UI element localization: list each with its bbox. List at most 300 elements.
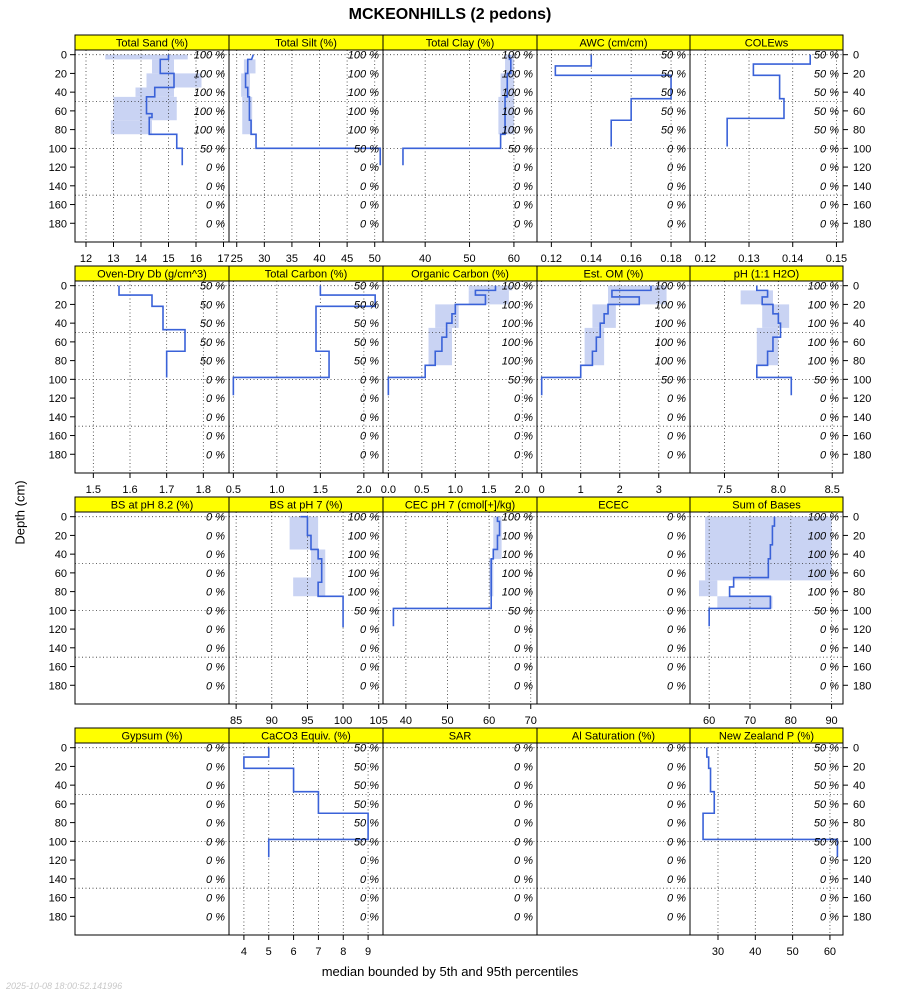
data-coverage-label: 100 % (347, 49, 379, 62)
depth-tick-label: 100 (48, 605, 67, 618)
data-coverage-label: 100 % (501, 567, 533, 580)
data-coverage-label: 0 % (206, 642, 225, 655)
data-coverage-label: 100 % (807, 567, 839, 580)
depth-tick-label: 20 (853, 299, 866, 312)
depth-tick-label: 0 (853, 49, 860, 62)
data-coverage-label: 0 % (514, 218, 533, 231)
data-coverage-label: 50 % (199, 318, 225, 331)
x-tick-label: 13 (107, 253, 120, 265)
percentile-band (699, 580, 717, 596)
data-coverage-label: 0 % (206, 742, 225, 755)
data-coverage-label: 50 % (353, 336, 379, 349)
x-tick-label: 70 (743, 715, 757, 727)
percentile-band (293, 578, 325, 597)
data-coverage-label: 50 % (199, 280, 225, 293)
depth-tick-label: 140 (853, 642, 872, 655)
data-coverage-label: 0 % (514, 836, 533, 849)
data-coverage-label: 100 % (807, 299, 839, 312)
depth-tick-label: 20 (54, 299, 67, 312)
depth-tick-label: 60 (853, 336, 866, 349)
depth-tick-label: 140 (853, 873, 872, 886)
data-coverage-label: 50 % (353, 761, 379, 774)
panel-strip-label: New Zealand P (%) (718, 730, 815, 743)
data-coverage-label: 100 % (807, 549, 839, 562)
x-tick-label: 7.5 (716, 484, 733, 496)
data-coverage-label: 0 % (667, 642, 686, 655)
panel-strip-label: COLEws (744, 37, 789, 50)
x-tick-label: 1.8 (195, 484, 211, 496)
depth-tick-label: 180 (48, 911, 67, 924)
panel-strip-label: Total Carbon (%) (264, 268, 348, 281)
data-coverage-label: 50 % (199, 355, 225, 368)
x-tick-label: 8.0 (770, 484, 787, 496)
data-coverage-label: 0 % (667, 199, 686, 212)
data-coverage-label: 0 % (667, 836, 686, 849)
x-tick-label: 0.5 (225, 484, 241, 496)
x-tick-label: 0.18 (660, 253, 682, 265)
data-coverage-label: 0 % (514, 180, 533, 193)
x-tick-label: 2.0 (514, 484, 530, 496)
data-coverage-label: 0 % (514, 855, 533, 868)
data-coverage-label: 0 % (514, 449, 533, 462)
data-coverage-label: 0 % (514, 761, 533, 774)
x-tick-label: 85 (230, 715, 243, 727)
depth-tick-label: 100 (853, 836, 872, 849)
data-coverage-label: 50 % (660, 105, 686, 118)
data-coverage-label: 0 % (360, 624, 379, 637)
percentile-band (152, 59, 174, 73)
x-tick-label: 15 (162, 253, 175, 265)
depth-tick-label: 120 (853, 162, 872, 175)
data-coverage-label: 100 % (501, 530, 533, 543)
data-coverage-label: 0 % (667, 742, 686, 755)
x-tick-label: 0.12 (694, 253, 717, 265)
data-coverage-label: 100 % (501, 549, 533, 562)
data-coverage-label: 50 % (199, 143, 225, 156)
percentile-band (114, 97, 177, 120)
x-tick-label: 0.14 (580, 253, 602, 265)
data-coverage-label: 0 % (206, 449, 225, 462)
data-coverage-label: 0 % (360, 430, 379, 443)
data-coverage-label: 0 % (206, 798, 225, 811)
data-coverage-label: 0 % (360, 892, 379, 905)
data-coverage-label: 0 % (820, 680, 839, 693)
depth-tick-label: 180 (853, 911, 872, 924)
x-tick-label: 1.5 (312, 484, 329, 496)
data-coverage-label: 100 % (501, 124, 533, 137)
data-coverage-label: 100 % (501, 336, 533, 349)
data-coverage-label: 0 % (820, 162, 839, 175)
data-coverage-label: 100 % (501, 68, 533, 81)
data-coverage-label: 0 % (514, 780, 533, 793)
data-coverage-label: 100 % (654, 318, 686, 331)
x-tick-label: 1.0 (269, 484, 285, 496)
x-tick-label: 9 (365, 946, 372, 958)
data-coverage-label: 100 % (347, 530, 379, 543)
data-coverage-label: 0 % (514, 892, 533, 905)
x-tick-label: 40 (419, 253, 432, 265)
data-coverage-label: 0 % (206, 180, 225, 193)
data-coverage-label: 50 % (353, 299, 379, 312)
x-tick-label: 5 (265, 946, 272, 958)
depth-tick-label: 160 (853, 661, 872, 674)
data-coverage-label: 50 % (353, 817, 379, 830)
depth-tick-label: 0 (853, 742, 860, 755)
data-coverage-label: 0 % (360, 449, 379, 462)
data-coverage-label: 0 % (820, 661, 839, 674)
data-coverage-label: 100 % (193, 124, 225, 137)
x-tick-label: 30 (258, 253, 271, 265)
data-coverage-label: 0 % (206, 892, 225, 905)
depth-tick-label: 120 (853, 393, 872, 406)
data-coverage-label: 100 % (807, 318, 839, 331)
data-coverage-label: 0 % (514, 430, 533, 443)
data-coverage-label: 0 % (820, 218, 839, 231)
data-coverage-label: 0 % (206, 624, 225, 637)
data-coverage-label: 0 % (206, 549, 225, 562)
data-coverage-label: 0 % (514, 624, 533, 637)
depth-tick-label: 60 (54, 105, 67, 118)
data-coverage-label: 50 % (813, 87, 839, 100)
x-tick-label: 40 (399, 715, 413, 727)
depth-tick-label: 80 (54, 586, 67, 599)
depth-tick-label: 180 (853, 218, 872, 231)
depth-tick-label: 0 (60, 280, 67, 293)
depth-tick-label: 140 (48, 180, 67, 193)
depth-tick-label: 20 (853, 530, 866, 543)
percentile-band (244, 59, 256, 73)
data-coverage-label: 50 % (353, 280, 379, 293)
depth-tick-label: 160 (48, 892, 67, 905)
data-coverage-label: 100 % (654, 336, 686, 349)
data-coverage-label: 50 % (660, 374, 686, 387)
x-tick-label: 1 (577, 484, 584, 496)
percentile-band (111, 120, 152, 134)
depth-tick-label: 20 (853, 68, 866, 81)
x-tick-label: 1.0 (447, 484, 463, 496)
data-coverage-label: 100 % (807, 355, 839, 368)
data-coverage-label: 50 % (660, 68, 686, 81)
panel-strip-label: Total Sand (%) (115, 37, 189, 50)
depth-tick-label: 60 (853, 105, 866, 118)
depth-tick-label: 100 (48, 374, 67, 387)
depth-tick-label: 120 (48, 393, 67, 406)
data-coverage-label: 0 % (206, 661, 225, 674)
data-coverage-label: 0 % (206, 586, 225, 599)
depth-tick-label: 160 (48, 661, 67, 674)
depth-tick-label: 160 (48, 430, 67, 443)
percentile-band (429, 328, 452, 365)
data-coverage-label: 0 % (667, 549, 686, 562)
depth-tick-label: 20 (54, 761, 67, 774)
data-coverage-label: 50 % (813, 761, 839, 774)
depth-tick-label: 40 (54, 87, 67, 100)
data-coverage-label: 0 % (667, 873, 686, 886)
data-coverage-label: 0 % (360, 162, 379, 175)
depth-tick-label: 0 (60, 511, 67, 524)
x-tick-label: 2 (616, 484, 623, 496)
timestamp-label: 2025-10-08 18:00:52.141996 (6, 981, 123, 991)
data-coverage-label: 50 % (813, 836, 839, 849)
data-coverage-label: 0 % (206, 430, 225, 443)
data-coverage-label: 0 % (206, 411, 225, 424)
depth-tick-label: 140 (48, 642, 67, 655)
x-tick-label: 7 (315, 946, 322, 958)
data-coverage-label: 100 % (654, 299, 686, 312)
data-coverage-label: 50 % (813, 817, 839, 830)
page-title: MCKEONHILLS (2 pedons) (348, 6, 552, 23)
x-tick-label: 25 (230, 253, 243, 265)
data-coverage-label: 0 % (667, 680, 686, 693)
depth-tick-label: 100 (48, 143, 67, 156)
depth-tick-label: 40 (54, 549, 67, 562)
panel-strip-label: pH (1:1 H2O) (733, 268, 800, 281)
depth-tick-label: 100 (853, 374, 872, 387)
depth-tick-label: 120 (853, 624, 872, 637)
percentile-band (762, 304, 789, 327)
data-coverage-label: 0 % (667, 180, 686, 193)
data-coverage-label: 0 % (206, 911, 225, 924)
depth-tick-label: 60 (54, 567, 67, 580)
depth-tick-label: 60 (853, 798, 866, 811)
data-coverage-label: 50 % (507, 374, 533, 387)
data-coverage-label: 0 % (206, 218, 225, 231)
data-coverage-label: 100 % (347, 87, 379, 100)
depth-tick-label: 40 (853, 549, 866, 562)
data-coverage-label: 50 % (353, 836, 379, 849)
data-coverage-label: 0 % (667, 892, 686, 905)
data-coverage-label: 100 % (501, 318, 533, 331)
panel-strip-label: Al Saturation (%) (571, 730, 656, 743)
data-coverage-label: 0 % (360, 873, 379, 886)
data-coverage-label: 0 % (514, 680, 533, 693)
x-tick-label: 8 (340, 946, 347, 958)
data-coverage-label: 100 % (193, 105, 225, 118)
data-coverage-label: 0 % (820, 892, 839, 905)
data-coverage-label: 50 % (813, 798, 839, 811)
data-coverage-label: 0 % (360, 911, 379, 924)
data-coverage-label: 50 % (813, 105, 839, 118)
data-coverage-label: 0 % (514, 661, 533, 674)
depth-tick-label: 80 (853, 586, 866, 599)
panel-strip-label: Sum of Bases (732, 499, 801, 512)
data-coverage-label: 0 % (820, 430, 839, 443)
data-coverage-label: 0 % (206, 836, 225, 849)
data-coverage-label: 100 % (501, 299, 533, 312)
depth-tick-label: 20 (54, 68, 67, 81)
x-tick-label: 17 (217, 253, 230, 265)
depth-tick-label: 140 (853, 411, 872, 424)
data-coverage-label: 0 % (360, 411, 379, 424)
panel-strip-label: AWC (cm/cm) (579, 37, 648, 50)
panel-strip-label: CaCO3 Equiv. (%) (261, 730, 351, 743)
depth-tick-label: 140 (48, 411, 67, 424)
depth-tick-label: 60 (54, 336, 67, 349)
x-tick-label: 1.7 (159, 484, 175, 496)
data-coverage-label: 0 % (514, 199, 533, 212)
data-coverage-label: 0 % (667, 218, 686, 231)
x-tick-label: 0.14 (782, 253, 804, 265)
x-tick-label: 100 (333, 715, 353, 727)
data-coverage-label: 0 % (667, 411, 686, 424)
data-coverage-label: 0 % (206, 199, 225, 212)
data-coverage-label: 50 % (353, 742, 379, 755)
x-tick-label: 60 (823, 946, 837, 958)
x-tick-label: 90 (825, 715, 838, 727)
data-coverage-label: 0 % (514, 162, 533, 175)
data-coverage-label: 0 % (360, 374, 379, 387)
data-coverage-label: 50 % (813, 780, 839, 793)
percentile-band (717, 596, 772, 608)
data-coverage-label: 0 % (206, 680, 225, 693)
data-coverage-label: 0 % (514, 642, 533, 655)
panel-strip-label: Oven-Dry Db (g/cm^3) (97, 268, 207, 281)
data-coverage-label: 0 % (667, 661, 686, 674)
depth-tick-label: 80 (54, 355, 67, 368)
data-coverage-label: 50 % (199, 299, 225, 312)
depth-tick-label: 40 (853, 87, 866, 100)
depth-tick-label: 20 (54, 530, 67, 543)
x-tick-label: 4 (240, 946, 247, 958)
data-coverage-label: 0 % (667, 143, 686, 156)
data-coverage-label: 50 % (813, 374, 839, 387)
x-tick-label: 50 (786, 946, 799, 958)
data-coverage-label: 0 % (206, 374, 225, 387)
x-tick-label: 1.5 (481, 484, 497, 496)
x-tick-label: 70 (524, 715, 537, 727)
depth-tick-label: 60 (54, 798, 67, 811)
data-coverage-label: 0 % (206, 761, 225, 774)
data-coverage-label: 0 % (360, 218, 379, 231)
depth-tick-label: 180 (48, 218, 67, 231)
data-coverage-label: 0 % (206, 780, 225, 793)
data-coverage-label: 0 % (206, 605, 225, 618)
depth-tick-label: 160 (853, 892, 872, 905)
panel-strip-label: ECEC (598, 499, 629, 512)
panel-strip-label: SAR (448, 730, 472, 743)
data-coverage-label: 100 % (347, 567, 379, 580)
depth-tick-label: 140 (48, 873, 67, 886)
x-tick-label: 40 (313, 253, 326, 265)
x-tick-label: 90 (265, 715, 278, 727)
depth-tick-label: 40 (853, 780, 866, 793)
depth-tick-label: 20 (853, 761, 866, 774)
percentile-band (105, 55, 188, 60)
data-coverage-label: 0 % (360, 642, 379, 655)
depth-tick-label: 40 (54, 780, 67, 793)
data-coverage-label: 0 % (667, 761, 686, 774)
data-coverage-label: 100 % (807, 586, 839, 599)
data-coverage-label: 100 % (807, 280, 839, 293)
x-tick-label: 60 (703, 715, 716, 727)
x-tick-label: 50 (368, 253, 381, 265)
x-tick-label: 16 (189, 253, 203, 265)
x-tick-label: 2.0 (356, 484, 372, 496)
data-coverage-label: 0 % (667, 430, 686, 443)
percentile-band (290, 517, 319, 550)
data-coverage-label: 100 % (501, 586, 533, 599)
x-tick-label: 0.15 (825, 253, 848, 265)
data-coverage-label: 0 % (820, 449, 839, 462)
data-coverage-label: 50 % (813, 49, 839, 62)
depth-tick-label: 180 (48, 449, 67, 462)
data-coverage-label: 50 % (660, 87, 686, 100)
data-coverage-label: 0 % (206, 567, 225, 580)
data-coverage-label: 100 % (501, 511, 533, 524)
data-coverage-label: 0 % (820, 393, 839, 406)
data-coverage-label: 100 % (654, 355, 686, 368)
x-tick-label: 60 (507, 253, 521, 265)
x-tick-label: 0.16 (620, 253, 642, 265)
data-coverage-label: 100 % (807, 511, 839, 524)
data-coverage-label: 0 % (206, 511, 225, 524)
data-coverage-label: 0 % (360, 661, 379, 674)
data-coverage-label: 0 % (360, 855, 379, 868)
data-coverage-label: 50 % (813, 68, 839, 81)
data-coverage-label: 50 % (199, 336, 225, 349)
data-coverage-label: 50 % (353, 780, 379, 793)
depth-tick-label: 100 (853, 143, 872, 156)
data-coverage-label: 0 % (667, 567, 686, 580)
depth-tick-label: 80 (54, 124, 67, 137)
data-coverage-label: 50 % (353, 355, 379, 368)
data-coverage-label: 0 % (667, 530, 686, 543)
panel-strip-label: BS at pH 8.2 (%) (110, 499, 194, 512)
x-tick-label: 45 (340, 253, 354, 265)
data-coverage-label: 100 % (654, 280, 686, 293)
data-coverage-label: 100 % (501, 87, 533, 100)
data-coverage-label: 50 % (813, 605, 839, 618)
data-coverage-label: 100 % (347, 124, 379, 137)
data-coverage-label: 50 % (813, 124, 839, 137)
x-tick-label: 50 (441, 715, 454, 727)
data-coverage-label: 0 % (667, 586, 686, 599)
data-coverage-label: 100 % (501, 105, 533, 118)
data-coverage-label: 0 % (514, 911, 533, 924)
depth-tick-label: 160 (853, 430, 872, 443)
data-coverage-label: 50 % (353, 798, 379, 811)
x-tick-label: 1.5 (85, 484, 101, 496)
depth-tick-label: 120 (48, 162, 67, 175)
panel-strip-label: CEC pH 7 (cmol[+]/kg) (404, 499, 516, 512)
x-tick-label: 95 (301, 715, 314, 727)
data-coverage-label: 100 % (193, 49, 225, 62)
data-coverage-label: 0 % (667, 911, 686, 924)
depth-tick-label: 140 (853, 180, 872, 193)
data-coverage-label: 0 % (667, 855, 686, 868)
data-coverage-label: 0 % (667, 162, 686, 175)
data-coverage-label: 0 % (667, 511, 686, 524)
x-tick-label: 1.6 (122, 484, 138, 496)
data-coverage-label: 0 % (206, 393, 225, 406)
x-tick-label: 80 (784, 715, 797, 727)
data-coverage-label: 50 % (660, 49, 686, 62)
data-coverage-label: 0 % (820, 642, 839, 655)
panel-strip-label: Total Silt (%) (275, 37, 337, 50)
data-coverage-label: 0 % (820, 411, 839, 424)
data-coverage-label: 50 % (507, 143, 533, 156)
data-coverage-label: 100 % (347, 105, 379, 118)
data-coverage-label: 0 % (667, 449, 686, 462)
data-coverage-label: 100 % (193, 68, 225, 81)
x-tick-label: 0.13 (738, 253, 760, 265)
data-coverage-label: 0 % (514, 411, 533, 424)
depth-tick-label: 160 (853, 199, 872, 212)
depth-tick-label: 120 (48, 855, 67, 868)
depth-tick-label: 80 (853, 124, 866, 137)
data-coverage-label: 100 % (501, 280, 533, 293)
data-coverage-label: 50 % (353, 318, 379, 331)
